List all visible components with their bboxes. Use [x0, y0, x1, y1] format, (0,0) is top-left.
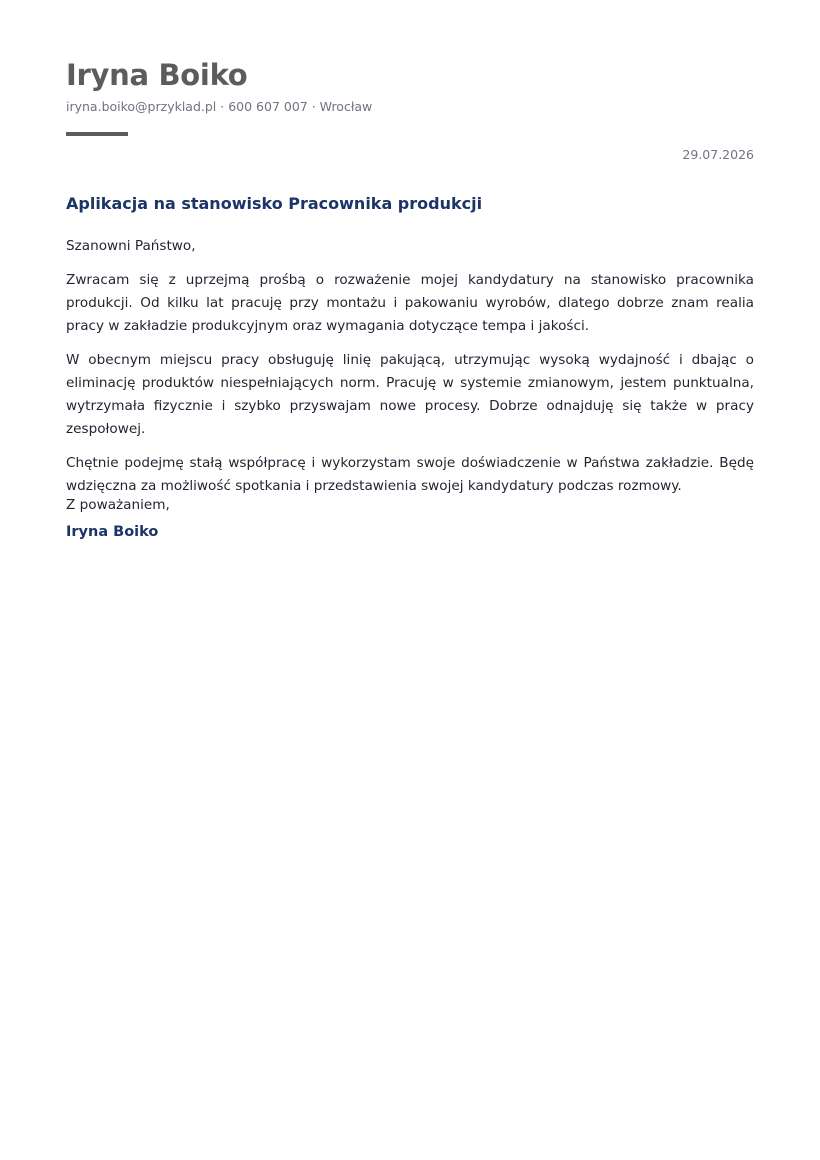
cover-letter-page [66, 0, 754, 1160]
contact-line: iryna.boiko@przyklad.pl · 600 607 007 · Wrocław [66, 99, 373, 114]
applicant-name: Iryna Boiko [66, 58, 248, 92]
letter-body [66, 235, 754, 509]
body-paragraph-2: W obecnym miejscu pracy obsługuję linię pakującą, utrzymując wysoką wydajność i dbając o eliminację produktów niespełniających norm. Pracuję w systemie zmianowym, jestem punktualna, wytrzymała fizycznie i szybko przyswajam nowe procesy. Dobrze odnajduję się także w pracy zespołowej. [66, 352, 754, 437]
letter-date: 29.07.2026 [682, 147, 754, 162]
body-paragraph-3: Chętnie podejmę stałą współpracę i wykorzystam swoje doświadczenie w Państwa zakładzie. Będę wdzięczna za możliwość spotkania i przedstawienia swojej kandydatury podczas rozmowy. [66, 454, 754, 494]
signature-name: Iryna Boiko [66, 524, 159, 540]
salutation: Szanowni Państwo, [66, 238, 196, 254]
header-divider [66, 132, 128, 136]
closing-phrase: Z poważaniem, [66, 497, 170, 513]
body-paragraph-1: Zwracam się z uprzejmą prośbą o rozważenie mojej kandydatury na stanowisko pracownika produkcji. Od kilku lat pracuję przy montażu i pakowaniu wyrobów, dlatego dobrze znam realia pracy w zakładzie produkcyjnym oraz wymagania dotyczące tempa i jakości. [66, 272, 754, 334]
letter-subject: Aplikacja na stanowisko Pracownika produkcji [66, 194, 483, 213]
